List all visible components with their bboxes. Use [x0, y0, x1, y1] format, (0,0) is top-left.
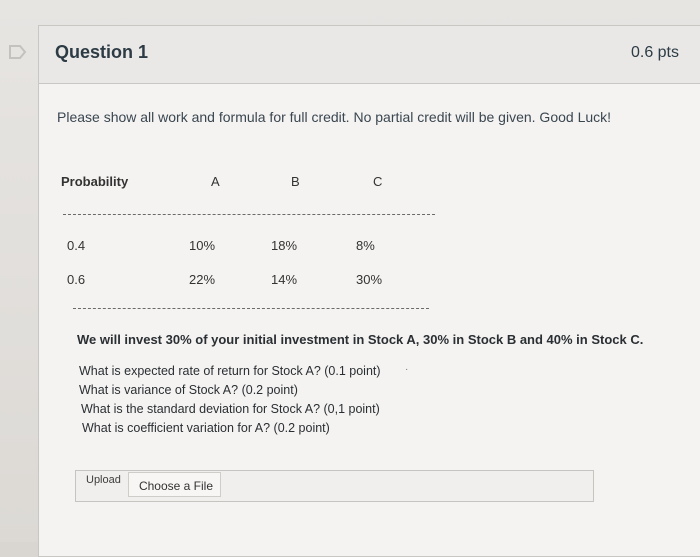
- cell-a: 10%: [189, 238, 216, 253]
- upload-box: [75, 470, 594, 502]
- choose-file-button[interactable]: Choose a File: [128, 472, 221, 497]
- cell-c: 30%: [356, 272, 383, 287]
- cell-probability: 0.6: [67, 272, 86, 287]
- cell-b: 18%: [271, 238, 298, 253]
- sub-question: What is expected rate of return for Stock A? (0.1 point): [79, 364, 381, 378]
- question-header: [39, 26, 700, 84]
- upload-label: Upload: [86, 474, 121, 486]
- question-points: 0.6 pts: [630, 44, 679, 61]
- cell-probability: 0.4: [67, 238, 86, 253]
- divider: [63, 214, 435, 215]
- cursor-mark-icon: ·: [405, 364, 409, 375]
- cell-c: 8%: [356, 238, 375, 253]
- table-row: [61, 272, 441, 292]
- sub-question: What is coefficient variation for A? (0.2 point): [82, 421, 330, 435]
- question-title: Question 1: [55, 42, 149, 62]
- sub-question-list: [79, 362, 381, 438]
- header-c: C: [373, 174, 383, 189]
- header-a: A: [211, 174, 220, 189]
- sub-question: What is the standard deviation for Stock A? (0,1 point): [81, 402, 380, 416]
- question-instructions: Please show all work and formula for full credit. No partial credit will be given. Good Luck!: [57, 109, 612, 125]
- sub-question: What is variance of Stock A? (0.2 point): [79, 383, 298, 397]
- question-card: [38, 25, 700, 557]
- cell-a: 22%: [189, 272, 216, 287]
- divider: [73, 308, 429, 309]
- header-b: B: [291, 174, 300, 189]
- cell-b: 14%: [271, 272, 298, 287]
- header-probability: Probability: [61, 174, 129, 189]
- table-header: [61, 174, 441, 194]
- flag-icon[interactable]: [8, 44, 28, 60]
- table-row: [61, 238, 441, 258]
- investment-text: We will invest 30% of your initial investment in Stock A, 30% in Stock B and 40% in Stock C.: [77, 332, 644, 347]
